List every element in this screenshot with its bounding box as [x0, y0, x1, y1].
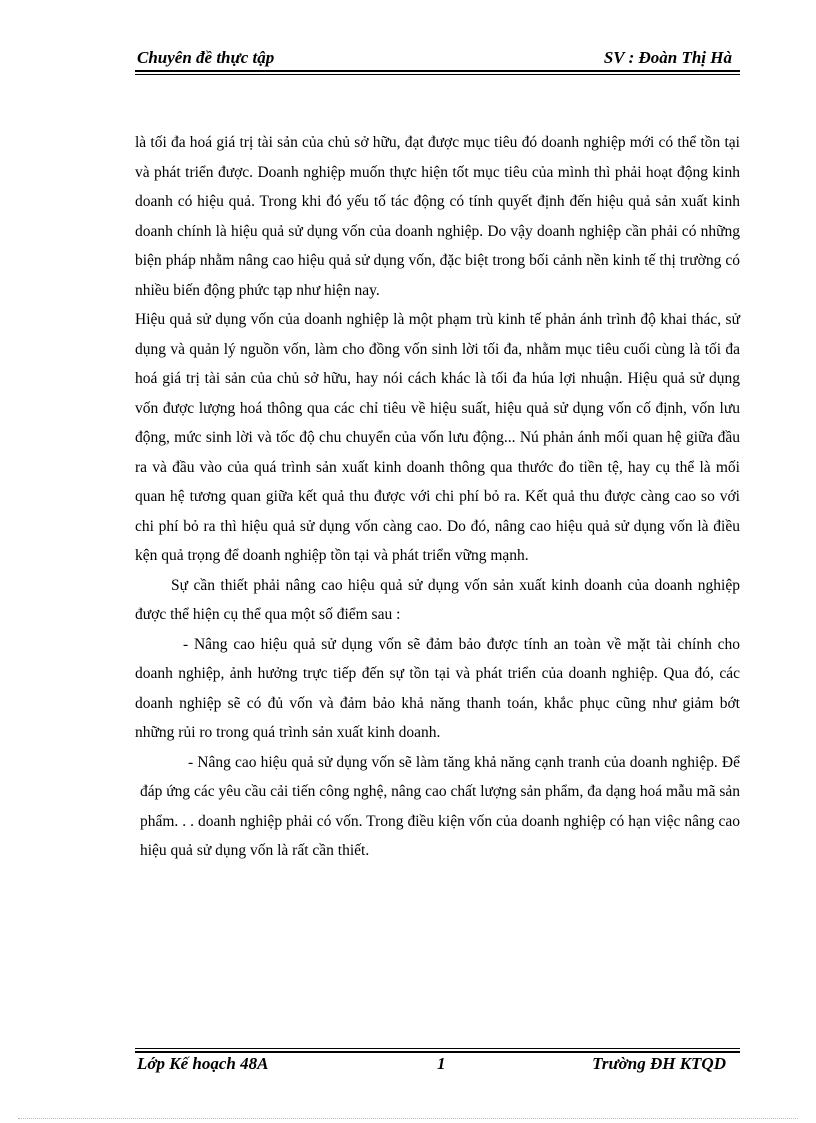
header-rule: [135, 70, 740, 72]
header-rule-thin: [135, 74, 740, 75]
page-footer: [135, 1054, 740, 1078]
paragraph-2: Hiệu quả sử dụng vốn của doanh nghiệp là một phạm trù kinh tế phản ánh trình độ khai thác, sử dụng và quản lý nguồn vốn, làm cho đồng vốn sinh lời tối đa, nhằm mục tiêu cuối cùng là tối đa hoá giá trị tài sản của chủ sở hữu, hay nói cách khác là tối đa húa lợi nhuận. Hiệu quả sử dụng vốn được lượng hoá thông qua các chỉ tiêu về hiệu suất, hiệu quả sử dụng vốn cố định, vốn lưu động, mức sinh lời và tốc độ chu chuyển của vốn lưu động... Nú phản ánh mối quan hệ giữa đầu ra và đầu vào của quá trình sản xuất kinh doanh thông qua thước đo tiền tệ, hay cụ thể là mối quan hệ tương quan giữa kết quả thu được với chi phí bỏ ra. Kết quả thu được càng cao so với chi phí bỏ ra thì hiệu quả sử dụng vốn càng cao. Do đó, nâng cao hiệu quả sử dụng vốn là điều kện quả trọng để doanh nghiệp tồn tại và phát triển vững mạnh.: [135, 311, 740, 564]
paragraph-1: là tối đa hoá giá trị tài sản của chủ sở hữu, đạt được mục tiêu đó doanh nghiệp mới có thể tồn tại và phát triển được. Doanh nghiệp muốn thực hiện tốt mục tiêu của mình thì phải hoạt động kinh doanh có hiệu quả. Trong khi đó yếu tố tác động có tính quyết định đến hiệu quả sản xuất kinh doanh chính là hiệu quả sử dụng vốn của doanh nghiệp. Do vậy doanh nghiệp cần phải có những biện pháp nhằm nâng cao hiệu quả sử dụng vốn, đặc biệt trong bối cảnh nền kinh tế thị trường có nhiều biến động phức tạp như hiện nay.: [135, 134, 740, 299]
footer-school: Trường ĐH KTQD: [592, 1054, 726, 1073]
bullet-item-2: - Nâng cao hiệu quả sử dụng vốn sẽ làm tăng khả năng cạnh tranh của doanh nghiệp. Để đáp ứng các yêu cầu cải tiến công nghệ, nâng cao chất lượng sản phẩm, đa dạng hoá mẫu mã sản phẩm. . . doanh nghiệp phải có vốn. Trong điều kiện vốn của doanh nghiệp có hạn việc nâng cao hiệu quả sử dụng vốn là rất cần thiết.: [140, 753, 741, 859]
footer-rule: [135, 1051, 740, 1053]
page-edge-divider: [18, 1118, 798, 1119]
header-title: Chuyên đề thực tập: [137, 48, 275, 67]
bullet-item-1: - Nâng cao hiệu quả sử dụng vốn sẽ đảm bảo được tính an toàn về mặt tài chính cho doanh nghiệp, ảnh hưởng trực tiếp đến sự tồn tại và phát triển của doanh nghiệp. Qua đó, các doanh nghiệp sẽ có đủ vốn và đảm bảo khả năng thanh toán, khắc phục cũng như giảm bớt những rủi ro trong quá trình sản xuất kinh doanh.: [135, 635, 740, 741]
page-header: [135, 48, 740, 72]
footer-class: Lớp Kế hoạch 48A: [137, 1054, 269, 1073]
document-body: [135, 128, 740, 866]
paragraph-3: Sự cần thiết phải nâng cao hiệu quả sử dụng vốn sản xuất kinh doanh của doanh nghiệp được thể hiện cụ thể qua một số điểm sau :: [135, 576, 740, 623]
page-number: 1: [437, 1054, 446, 1073]
footer-rule-thin: [135, 1048, 740, 1049]
header-author: SV : Đoàn Thị Hà: [603, 48, 732, 67]
